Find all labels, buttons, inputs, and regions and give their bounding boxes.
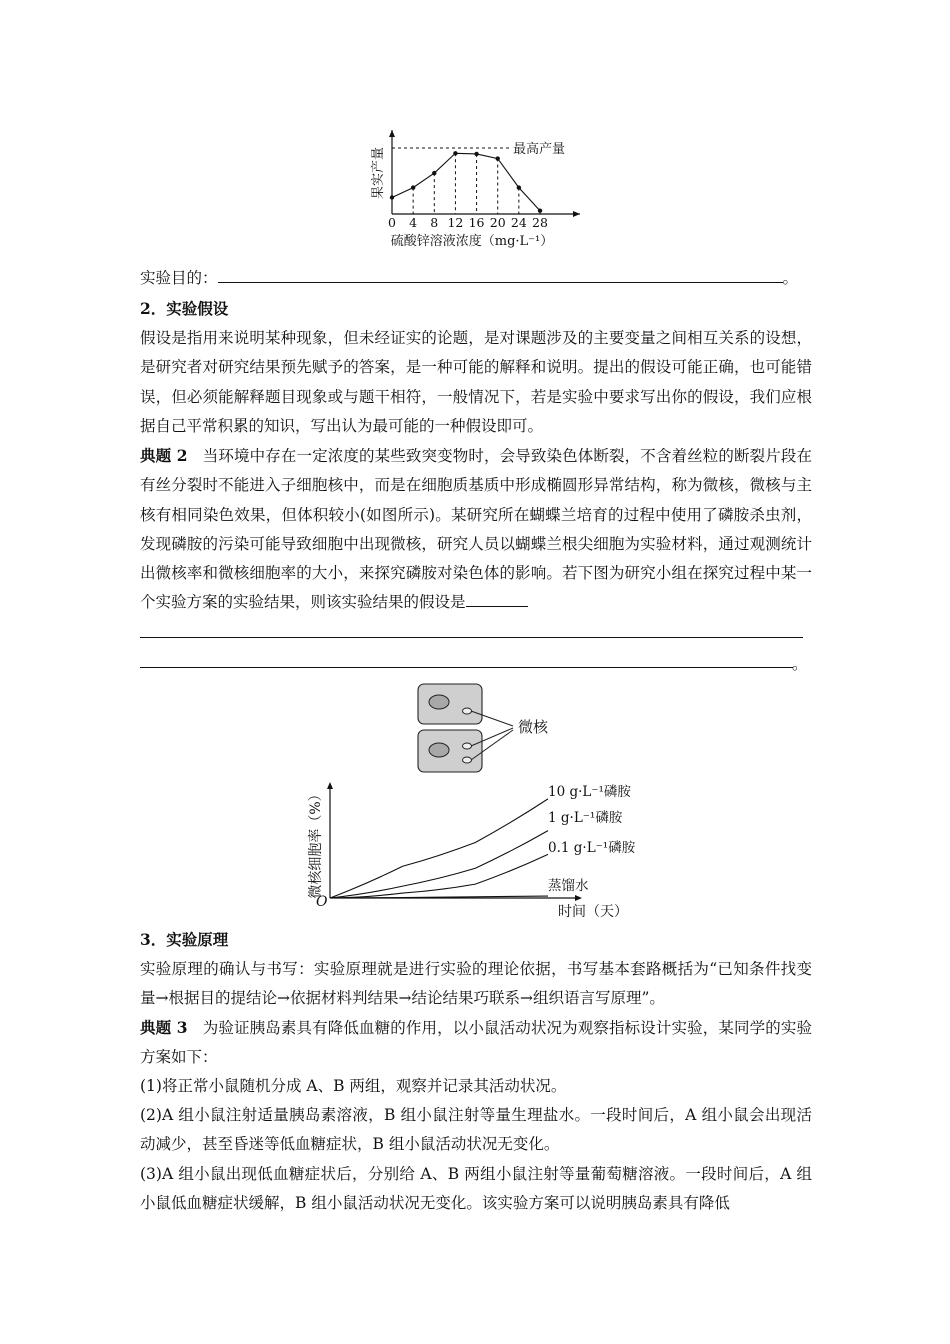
purpose-label: 实验目的： (140, 269, 218, 287)
question-3-item-1: (1)将正常小鼠随机分成 A、B 两组，观察并记录其活动状况。 (140, 1077, 567, 1095)
series-line (330, 854, 548, 898)
x-axis-arrow (573, 211, 580, 217)
question-3-body: 为验证胰岛素具有降低血糖的作用，以小鼠活动状况为观察指标设计实验，某同学的实验方案如下： (140, 1019, 813, 1067)
question-3-item-2: (2)A 组小鼠注射适量胰岛素溶液，B 组小鼠注射等量生理盐水。一段时间后，A 组小鼠会出现活动减少，甚至昏迷等低血糖症状，B 组小鼠活动状况无变化。 (140, 1106, 812, 1154)
y-axis-arrow (327, 782, 333, 789)
hypothesis-blank-2 (140, 637, 803, 638)
zinc-yield-chart (360, 122, 600, 262)
data-point (517, 185, 521, 189)
x-axis-arrow (575, 895, 582, 901)
max-yield-label: 最高产量 (513, 142, 566, 157)
x-tick-label: 4 (409, 215, 418, 230)
x-tick-label: 24 (510, 215, 527, 230)
question-2-end: 。 (792, 655, 808, 673)
question-3 (140, 1013, 812, 1073)
y-axis-arrow (389, 130, 395, 137)
micronucleus-rate-chart (300, 776, 660, 922)
x-tick-label: 8 (430, 215, 439, 230)
hypothesis-blank-3 (140, 667, 793, 668)
x-tick-label: 16 (468, 215, 485, 230)
micronucleus-cell-figure (410, 680, 580, 778)
section-3-title: 3．实验原理 (140, 930, 229, 949)
question-2-body: 当环境中存在一定浓度的某些致突变物时，会导致染色体断裂，不含着丝粒的断裂片段在有丝分裂时不能进入子细胞核中，而是在细胞质基质中形成椭圆形异常结构，称为微核，微核与主核有相同染色效果，但体积较小(如图所示)。某研究所在蝴蝶兰培育的过程中使用了磷胺杀虫剂，发现磷胺的污染可能导致细胞中出现微核，研究人员以蝴蝶兰根尖细胞为实验材料，通过观测统计出微核率和微核细胞率的大小，来探究磷胺对染色体的影响。若下图为研究小组在探究过程中某一个实验方案的实验结果，则该实验结果的假设是 (140, 447, 813, 612)
series-label: 1 g·L⁻¹磷胺 (548, 810, 623, 826)
section-2-title: 2．实验假设 (140, 299, 229, 318)
data-point (538, 209, 542, 213)
y-axis-label: 果实产量 (371, 146, 386, 200)
series-label: 蒸馏水 (548, 878, 589, 894)
origin-label: O (316, 894, 328, 910)
data-point (390, 195, 394, 199)
series-label: 10 g·L⁻¹磷胺 (548, 784, 631, 800)
y-axis-label: 微核细胞率（%） (308, 787, 324, 899)
micronucleus-label: 微核 (518, 718, 549, 736)
question-3-item-3: (3)A 组小鼠出现低血糖症状后，分别给 A、B 两组小鼠注射等量葡萄糖溶液。一段时间后，A 组小鼠低血糖症状缓解，B 组小鼠活动状况无变化。该实验方案可以说明胰岛素具有降低 (140, 1165, 812, 1213)
data-point (474, 152, 478, 156)
series-label: 0.1 g·L⁻¹磷胺 (548, 840, 636, 856)
data-point (432, 171, 436, 175)
data-point (453, 151, 457, 155)
x-axis-label: 硫酸锌溶液浓度（mg·L⁻¹） (390, 234, 554, 249)
purpose-line (140, 264, 812, 293)
question-3-label: 典题 3 (140, 1018, 188, 1037)
section-2-body: 假设是指用来说明某种现象，但未经证实的论题，是对课题涉及的主要变量之间相互关系的设想，是研究者对研究结果预先赋予的答案，是一种可能的解释和说明。提出的假设可能正确，也可能错误，但必须能解释题目现象或与题干相符，一般情况下，若是实验中要求写出你的假设，我们应根据自己平常积累的知识，写出认为最可能的一种假设即可。 (140, 329, 812, 435)
purpose-blank (218, 266, 783, 283)
data-point (411, 185, 415, 189)
x-axis-label: 时间（天） (558, 904, 628, 920)
question-2 (140, 441, 812, 618)
x-tick-label: 20 (489, 215, 506, 230)
purpose-end: 。 (782, 269, 799, 287)
series-line (330, 831, 548, 898)
x-tick-label: 0 (388, 215, 396, 230)
yield-series-line (392, 153, 540, 210)
x-tick-label: 28 (532, 215, 548, 230)
section-3-body: 实验原理的确认与书写：实验原理就是进行实验的理论依据，书写基本套路概括为“已知条件找变量→根据目的提结论→依据材料判结果→结论结果巧联系→组织语言写原理”。 (140, 960, 812, 1008)
hypothesis-blank-1 (466, 590, 528, 607)
x-tick-label: 12 (447, 215, 464, 230)
data-point (496, 156, 500, 160)
question-2-label: 典题 2 (140, 446, 188, 465)
